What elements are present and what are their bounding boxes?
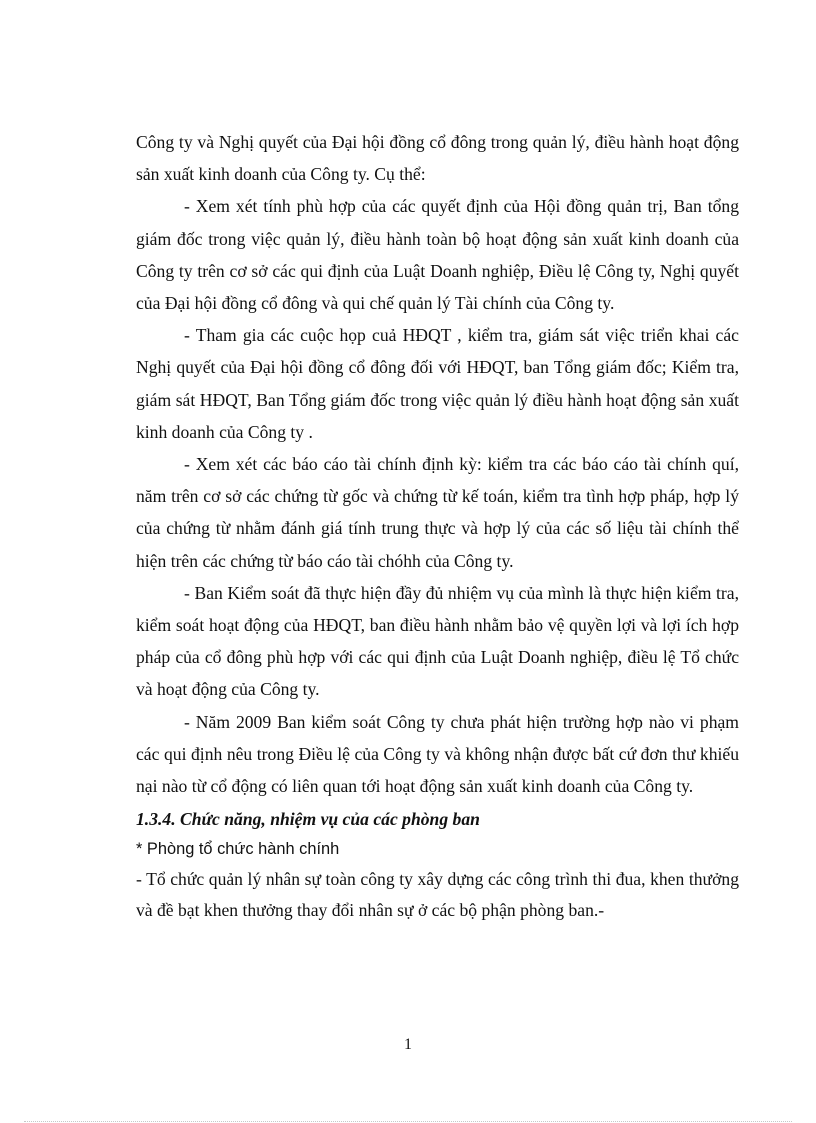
paragraph-review-decisions: - Xem xét tính phù hợp của các quyết định của Hội đồng quản trị, Ban tổng giám đốc trong việc quản lý, điều hành toàn bộ hoạt động sản xuất kinh doanh của Công ty trên cơ sở các qui định của Luật Doanh nghiệp, Điều lệ Công ty, Nghị quyết của Đại hội đồng cổ đông và qui chế quản lý Tài chính của Công ty. (136, 196, 739, 314)
body-text (136, 126, 739, 926)
sub-heading: * Phòng tổ chức hành chính (136, 840, 340, 859)
paragraph-financial-reports: - Xem xét các báo cáo tài chính định kỳ: kiểm tra các báo cáo tài chính quí, năm trên cơ sở các chứng từ gốc và chứng từ kế toán, kiểm tra tình hợp pháp, hợp lý của chứng từ nhằm đánh giá tính trung thực và hợp lý của các số liệu tài chính thể hiện trên các chứng từ báo cáo tài chóhh của Công ty. (136, 454, 739, 571)
paragraph-continuation: Công ty và Nghị quyết của Đại hội đồng cổ đông trong quản lý, điều hành hoạt động sản xuất kinh doanh của Công ty. Cụ thể: (136, 132, 739, 185)
section-heading: 1.3.4. Chức năng, nhiệm vụ của các phòng ban (136, 809, 480, 830)
paragraph-attend-meetings: - Tham gia các cuộc họp cuả HĐQT , kiểm tra, giám sát việc triển khai các Nghị quyết của Đại hội đồng cổ đông đối với HĐQT, ban Tổng giám đốc; Kiểm tra, giám sát HĐQT, Ban Tổng giám đốc trong việc quản lý điều hành hoạt động sản xuất kinh doanh của Công ty . (136, 325, 739, 442)
paragraph-hr-management: - Tổ chức quản lý nhân sự toàn công ty xây dựng các công trình thi đua, khen thưởng và đề bạt khen thưởng thay đổi nhân sự ở các bộ phận phòng ban.- (136, 869, 739, 921)
page-bottom-divider (24, 1121, 792, 1122)
page-number: 1 (404, 1036, 412, 1053)
paragraph-supervisory-duties: - Ban Kiểm soát đã thực hiện đầy đủ nhiệm vụ của mình là thực hiện kiểm tra, kiểm soát hoạt động của HĐQT, ban điều hành nhằm bảo vệ quyền lợi và lợi ích hợp pháp của cổ đông phù hợp với các qui định của Luật Doanh nghiệp, điều lệ Tổ chức và hoạt động của Công ty. (136, 582, 739, 700)
paragraph-year-2009: - Năm 2009 Ban kiểm soát Công ty chưa phát hiện trường hợp nào vi phạm các qui định nêu trong Điều lệ của Công ty và không nhận được bất cứ đơn thư khiếu nại nào từ cổ động có liên quan tới hoạt động sản xuất kinh doanh của Công ty. (136, 711, 739, 797)
